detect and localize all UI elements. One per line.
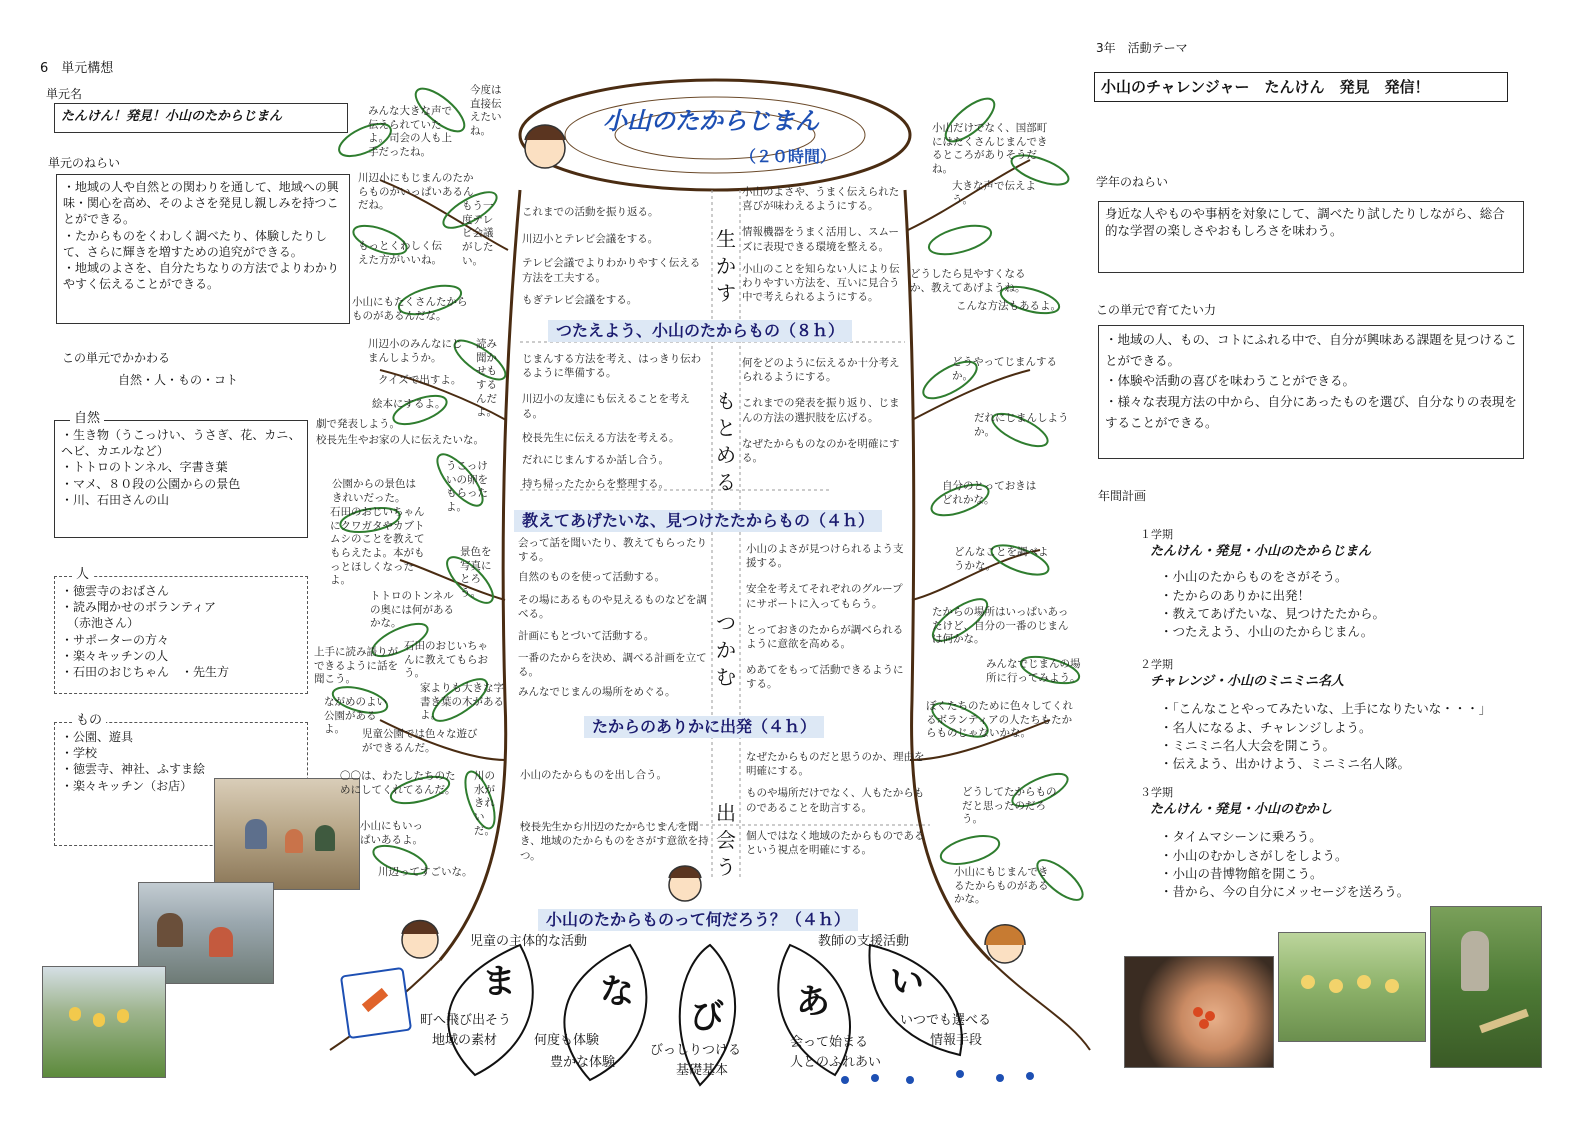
skill-item: ・体験や活動の喜びを味わうことができる。 [1105,373,1356,389]
unit-aim-item: ・地域のよさを、自分たちなりの方法でよりわかりやすく伝えることができる。 [63,260,340,292]
child-activity: 自然のものを使って活動する。 [518,571,665,584]
leaf-note: 景色を写真にとろう。 [460,546,492,599]
things-title: もの [72,712,106,730]
stage-band: 小山のたからものって何だろう？（４ｈ） [538,909,858,931]
petal-char-ma: ま [482,962,516,1002]
grade-theme: 小山のチャレンジャー たんけん 発見 発信！ [1101,78,1430,96]
grade-theme-box [1094,72,1508,102]
child-activity: じまんする方法を考え、はっきり伝わるように準備する。 [522,353,702,380]
child-activity: その場にあるものや見えるものなどを調べる。 [518,593,707,620]
grade-theme-label: 3年 活動テーマ [1096,41,1188,55]
child-activity: 川辺小とテレビ会議をする。 [522,233,659,246]
skill-item: ・地域の人、もの、コトにふれる中で、自分が興味ある課題を見つけることができる。 [1105,332,1517,368]
term-name: １学期 [1140,528,1173,541]
skills-label: この単元で育てたい力 [1096,303,1217,317]
skills-box [1098,325,1524,459]
leaf-note: 小山にもいっぱいあるよ。 [360,820,423,846]
leaf-note: どうしたら見やすくなるか、教えてあげようね。 [910,268,1026,294]
teacher-support: なぜたからものだと思うのか、理由を明確にする。 [746,751,925,778]
nature-item: ・川、石田さんの山 [61,492,170,507]
people-item: ・サポーターの方々 [61,632,170,647]
stage-label-tsukamu: つかむ [716,611,736,689]
child-activity: 校長先生に伝える方法を考える。 [522,431,680,444]
petal-caption: 情報手段 [930,1033,983,1048]
teacher-support: ものや場所だけでなく、人もたからものであることを助言する。 [746,787,925,814]
leaf-note: 家よりも大きな字書き葉の木があるよ。 [420,682,504,722]
term-item: ・名人になるよ、チャレンジしよう。 [1160,719,1372,735]
petal-caption: 人とのふれあい [790,1055,882,1070]
stage-label-ikasu: 生かす [716,227,736,305]
teacher-support: 小山のことを知らない人により伝わりやすい方法を、互いに見合う中で考えられるようにする。 [742,262,900,304]
leaf-note: みんなでじまんの場所に行ってみよう。 [986,658,1081,684]
leaf-note: どうやってじまんするか。 [952,356,1057,382]
unit-aim-item: ・たからものをくわしく調べたり、体験したりして、さらに輝きを増すための追究ができる。 [63,228,328,259]
child-activity: だれにじまんするか話し合う。 [522,453,669,466]
unit-name-label: 単元名 [46,87,83,101]
term-name: ３学期 [1140,786,1173,799]
leaf-note: クイズで出すよ。 [378,374,462,386]
leaf-note: もう一度テレビ会議がしたい。 [462,200,494,267]
leaf-note: どんなことを調べようかな。 [954,546,1049,572]
stage-band: 教えてあげたいな、見つけたたからもの（４ｈ） [514,510,882,532]
leaf-note: 今度は直接伝えたいね。 [470,84,502,137]
term-1 [1140,528,1560,641]
teacher-support: 情報機器をうまく活用し、スムーズに表現できる環境を整える。 [742,226,899,253]
stage-band: たからのありかに出発（４ｈ） [584,716,824,738]
leaf-note: 小山にもじまんできるたからものがあるかな。 [954,866,1049,906]
leaf-note: 川辺ってすごいな。 [378,866,473,878]
leaf-note: うこっけいの卵をもらったよ。 [446,460,488,513]
petal-char-bi: び [690,997,724,1037]
term-items [1160,568,1560,641]
term-items [1160,828,1560,901]
child-activity: 校長先生から川辺のたからじまんを聞き、地域のたからものをさがす意欲を持つ。 [520,821,709,862]
term-item: ・伝えよう、出かけよう、ミニミニ名人隊。 [1160,755,1411,771]
leaf-note: 児童公園では色々な遊びができるんだ。 [362,728,478,754]
term-name: ２学期 [1140,658,1173,671]
child-activity: 会って話を聞いたり、教えてもらったりする。 [518,537,707,564]
leaf-note: どうしてたからものだと思ったのだろう。 [962,786,1057,826]
people-item: （赤池さん） [61,616,140,631]
term-3 [1140,786,1560,901]
teacher-support: 何をどのように伝えるか十分考えられるようにする。 [742,357,900,384]
teacher-support: 個人ではなく地域のたからものであるという視点を明確にする。 [746,829,925,856]
petal-caption: 町へ飛び出そう [420,1013,512,1028]
teacher-support: なぜたからものなのかを明確にする。 [742,437,900,464]
teacher-support: これまでの発表を振り返り、じまんの方法の選択肢を広げる。 [742,397,900,424]
leaf-note: 小山にもたくさんたからものがあるんだな。 [352,296,468,322]
bamboo-photo [1430,906,1542,1068]
leaf-note: 大きな声で伝えよう。 [952,180,1036,206]
petal-caption: 何度も体験 [534,1033,600,1048]
stage-band: つたえよう、小山のたからもの（８ｈ） [548,320,852,342]
child-activity: 持ち帰ったたからを整理する。 [522,478,669,491]
child-activities-deau [520,768,710,863]
petal-char-i: い [890,962,924,1002]
petal-char-na: な [600,972,634,1012]
petal-caption: いつでも選べる [900,1013,992,1028]
leaf-note: 川の水がきれいだ。 [474,770,495,837]
people-title: 人 [72,566,93,584]
related-items: 自然・人・もの・コト [118,373,239,387]
leaf-note: 自分のとっておきはどれかな。 [942,480,1037,506]
people-item: ・徳雲寺のおばさん [61,584,170,598]
leaf-note: 絵本にするよ。 [372,398,446,410]
leaf-note: 読み聞かせもするんだよ。 [476,338,497,419]
annual-label: 年間計画 [1098,489,1147,503]
section-label: 6 単元構想 [40,61,114,76]
leaf-note: ながめのよい公園があるよ。 [324,696,387,736]
term-item: ・ミニミニ名人大会を開こう。 [1160,737,1336,753]
nature-item: ・マメ、８０段の公園からの景色 [61,476,241,491]
leaf-note: 公園からの景色はきれいだった。 [332,478,416,504]
teacher-support: とっておきのたからが調べられるように意欲を高める。 [746,623,904,650]
leaf-note: 小山だけでなく、国部町にはたくさんじまんできるところがありそうだね。 [932,122,1048,175]
petal-caption: 豊かな体験 [550,1055,616,1070]
tree-hours: （２０時間） [740,147,837,166]
child-activity: みんなでじまんの場所をめぐる。 [518,686,676,699]
term-item: ・たからのありかに出発！ [1160,587,1311,603]
leaf-note: たからの場所はいっぱいあったけど、自分の一番のじまんは何かな。 [932,606,1069,646]
grade-aim-label: 学年のねらい [1096,175,1169,189]
leaf-note: みんな大きな声で伝えられていたよ。司会の人も上手だったね。 [368,105,452,158]
leaf-note: 石田のおじいちゃんに教えてもらおう。 [404,640,488,680]
term-item: ・小山のたからものをさがそう。 [1160,569,1348,585]
child-activity: 川辺小の友達にも伝えることを考える。 [522,393,690,420]
teacher-support-label: 教師の支援活動 [818,934,910,949]
term-item: ・昔から、今の自分にメッセージを送ろう。 [1160,883,1410,899]
leaf-note: 川辺小のみんなにじまんしようか。 [368,338,463,364]
skill-item: ・様々な表現方法の中から、自分にあったものを選び、自分なりの表現をすることができる。 [1105,393,1517,430]
tree-title: 小山のたからじまん [603,107,819,135]
child-activities-motomeru [522,352,710,491]
leaf-note: 校長先生やお家の人に伝えたいな。 [316,434,484,446]
leaf-note: だれにじまんしようか。 [974,412,1069,438]
term-2 [1140,658,1560,773]
term-item: ・小山の昔博物館を開こう。 [1160,865,1323,881]
people-item: ・石田のおじちゃん ・先生方 [61,664,230,679]
term-title: たんけん・発見・小山のむかし [1150,801,1333,817]
grade-aim: 身近な人やものや事柄を対象にして、調べたり試したりしながら、総合的な学習の楽しさやおもしろさを味わう。 [1105,206,1505,238]
term-item: ・教えてあげたいな、見つけたたから。 [1160,605,1386,621]
leaf-note: 〇〇は、わたしたちのためにしてくれてるんだ。 [340,770,456,796]
teacher-supports-ikasu [742,185,904,304]
leaf-note: もっとくわしく伝えた方がいいね。 [358,240,442,266]
skills-list [1105,330,1517,433]
things-item: ・徳雲寺、神社、ふすま絵 [61,762,206,777]
term-items [1160,700,1560,773]
leaf-note: こんな方法もあるよ。 [956,300,1061,312]
group-photo [1278,932,1426,1042]
teacher-support: 小山のよさが見つけられるよう支援する。 [746,543,904,570]
term-item: ・つたえよう、小山のたからじまん。 [1160,623,1374,639]
leaf-note: 上手に読み語りができるように話を聞こう。 [314,646,398,686]
people-item: ・読み聞かせのボランティア [61,600,217,615]
petal-caption: 会って始まる [790,1035,869,1050]
petal-caption: びっしりつける [650,1043,742,1058]
leaf-note: トトロのトンネルの奥には何があるかな。 [370,590,454,630]
teacher-supports-deau [746,750,926,857]
stage-label-motomeru: もとめる [716,389,736,494]
leaf-note: 石田のおじいちゃんにクワガタやカブトムシのことを教えてもらえたよ。本がもっとほしくなったよ。 [330,506,425,587]
nature-item: ・生き物（うこっけい、うさぎ、花、カニ、ヘビ、カエルなど） [61,428,301,459]
teacher-supports-motomeru [742,356,904,465]
child-activity: テレビ会議でよりわかりやすく伝える方法を工夫する。 [522,257,701,284]
nature-title: 自然 [70,410,104,428]
things-item: ・楽々キッチン（お店） [61,778,193,793]
stage-label-deau: 出会う [716,801,736,879]
leaf-note: ぼくたちのために色々してくれるボランティアの人たちもたからものじゃないかな。 [926,700,1073,740]
child-activity: これまでの活動を振り返る。 [522,206,659,218]
teacher-support: 安全を考えてそれぞれのグループにサポートに入ってもらう。 [746,583,903,610]
related-label: この単元でかかわる [62,351,171,365]
hand-photo [1124,956,1274,1068]
teacher-support: 小山のよさや、うまく伝えられた喜びが味わえるようにする。 [742,186,900,213]
term-item: ・「こんなことやってみたいな、上手になりたいな・・・」 [1160,701,1492,717]
child-activities-ikasu [522,205,710,307]
unit-name: たんけん！発見！小山のたからじまん [61,109,283,124]
child-activity: 計画にもとづいて活動する。 [518,629,655,642]
teacher-supports-tsukamu [746,542,906,691]
child-activity-label: 児童の主体的な活動 [470,934,588,949]
things-item: ・公園、遊具 [61,730,134,744]
grade-aim-box [1098,201,1524,273]
child-activities-tsukamu [518,536,710,700]
unit-aim-item: ・地域の人や自然との関わりを通して、地域への興味・関心を高め、そのよさを発見し親しみを持つことができる。 [63,180,339,227]
child-activity: もぎテレビ会議をする。 [522,293,638,306]
teacher-support: めあてをもって活動できるようにする。 [746,664,904,691]
leaf-note: 劇で発表しよう。 [316,418,400,430]
leaf-note: 川辺小にもじまんのたからものがいっぱいあるんだね。 [358,172,474,212]
child-activity: 小山のたからものを出し合う。 [520,769,667,781]
term-item: ・小山のむかしさがしをしよう。 [1160,847,1348,863]
petal-char-a: あ [796,982,830,1022]
unit-aim-label: 単元のねらい [48,156,121,170]
child-activity: 一番のたからを決め、調べる計画を立てる。 [518,652,707,679]
term-title: チャレンジ・小山のミニミニ名人 [1150,673,1344,689]
term-item: ・タイムマシーンに乗ろう。 [1160,829,1322,845]
people-item: ・楽々キッチンの人 [61,648,169,663]
term-title: たんけん・発見・小山のたからじまん [1150,543,1372,559]
petal-caption: 基礎基本 [676,1063,729,1078]
nature-item: ・トトロのトンネル、字書き葉 [61,460,228,475]
petal-caption: 地域の素材 [432,1033,498,1048]
things-item: ・学校 [61,746,98,761]
